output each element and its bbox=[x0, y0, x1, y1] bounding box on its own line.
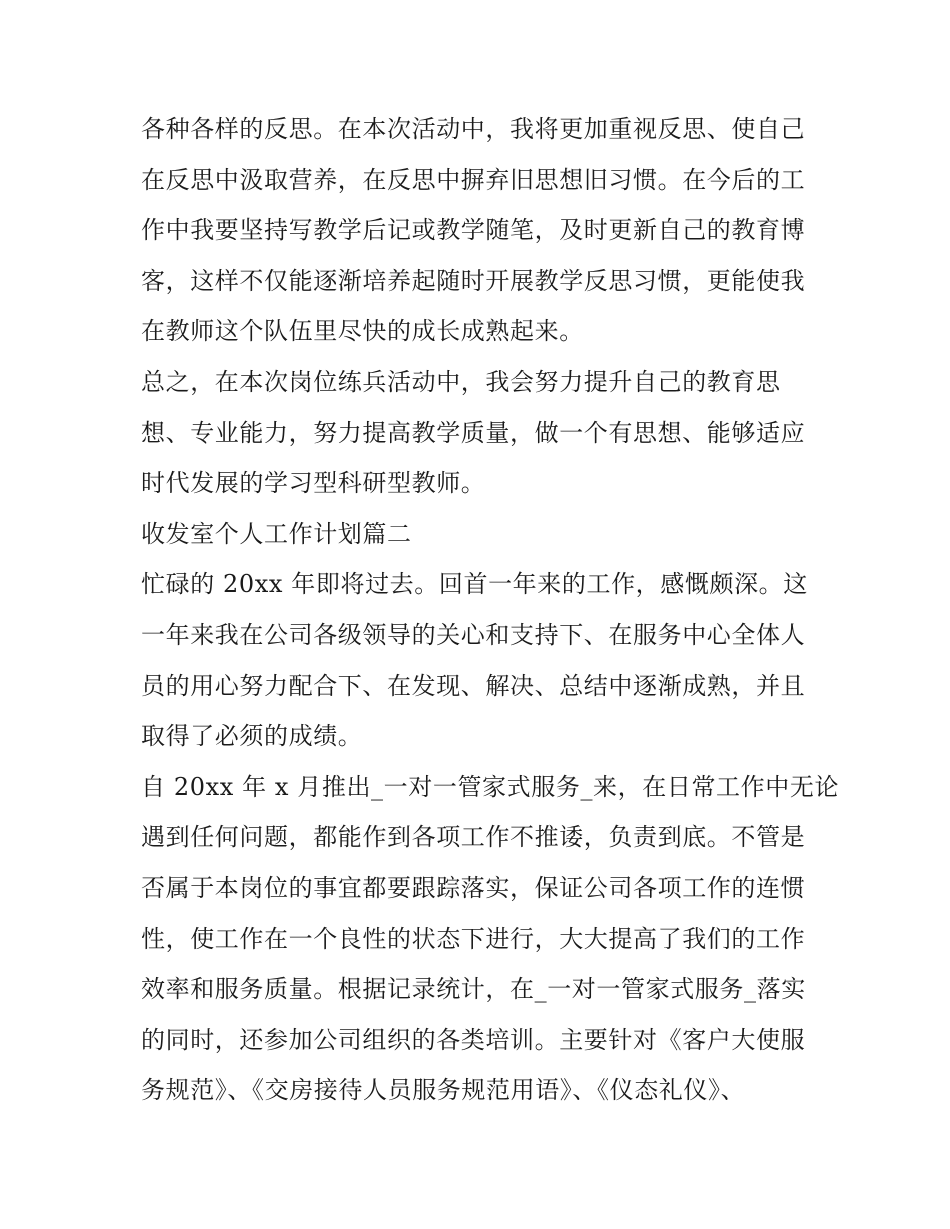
document-body bbox=[141, 104, 840, 1116]
text-line: 忙碌的 20xx 年即将过去。回首一年来的工作，感慨颇深。这 bbox=[141, 570, 808, 599]
text-line: 自 20xx 年 x 月推出_一对一管家式服务_来，在日常工作中无论 bbox=[141, 772, 840, 801]
text-line: 的同时，还参加公司组织的各类培训。主要针对《客户大使服 bbox=[141, 1025, 806, 1054]
text-line: 务规范》、《交房接待人员服务规范用语》、《仪态礼仪》、 bbox=[141, 1076, 746, 1105]
text-line: 一年来我在公司各级领导的关心和支持下、在服务中心全体人 bbox=[141, 620, 806, 649]
text-line: 取得了必须的成绩。 bbox=[141, 722, 363, 751]
text-line: 作中我要坚持写教学后记或教学随笔，及时更新自己的教育博 bbox=[141, 216, 806, 245]
text-line: 时代发展的学习型科研型教师。 bbox=[141, 469, 486, 498]
text-line: 总之，在本次岗位练兵活动中，我会努力提升自己的教育思 bbox=[141, 367, 781, 396]
text-line: 想、专业能力，努力提高教学质量，做一个有思想、能够适应 bbox=[141, 418, 806, 447]
text-line: 否属于本岗位的事宜都要跟踪落实，保证公司各项工作的连惯 bbox=[141, 873, 806, 902]
text-line: 各种各样的反思。在本次活动中，我将更加重视反思、使自己 bbox=[141, 115, 806, 143]
text-line: 性，使工作在一个良性的状态下进行，大大提高了我们的工作 bbox=[141, 924, 806, 953]
text-line: 在反思中汲取营养，在反思中摒弃旧思想旧习惯。在今后的工 bbox=[141, 165, 806, 194]
section-heading: 收发室个人工作计划篇二 bbox=[141, 519, 412, 548]
text-line: 遇到任何问题，都能作到各项工作不推诿，负责到底。不管是 bbox=[141, 823, 806, 852]
text-line: 员的用心努力配合下、在发现、解决、总结中逐渐成熟，并且 bbox=[141, 671, 806, 700]
text-line: 效率和服务质量。根据记录统计，在_一对一管家式服务_落实 bbox=[141, 975, 806, 1004]
text-line: 在教师这个队伍里尽快的成长成熟起来。 bbox=[141, 317, 584, 346]
text-line: 客，这样不仅能逐渐培养起随时开展教学反思习惯，更能使我 bbox=[141, 266, 806, 295]
